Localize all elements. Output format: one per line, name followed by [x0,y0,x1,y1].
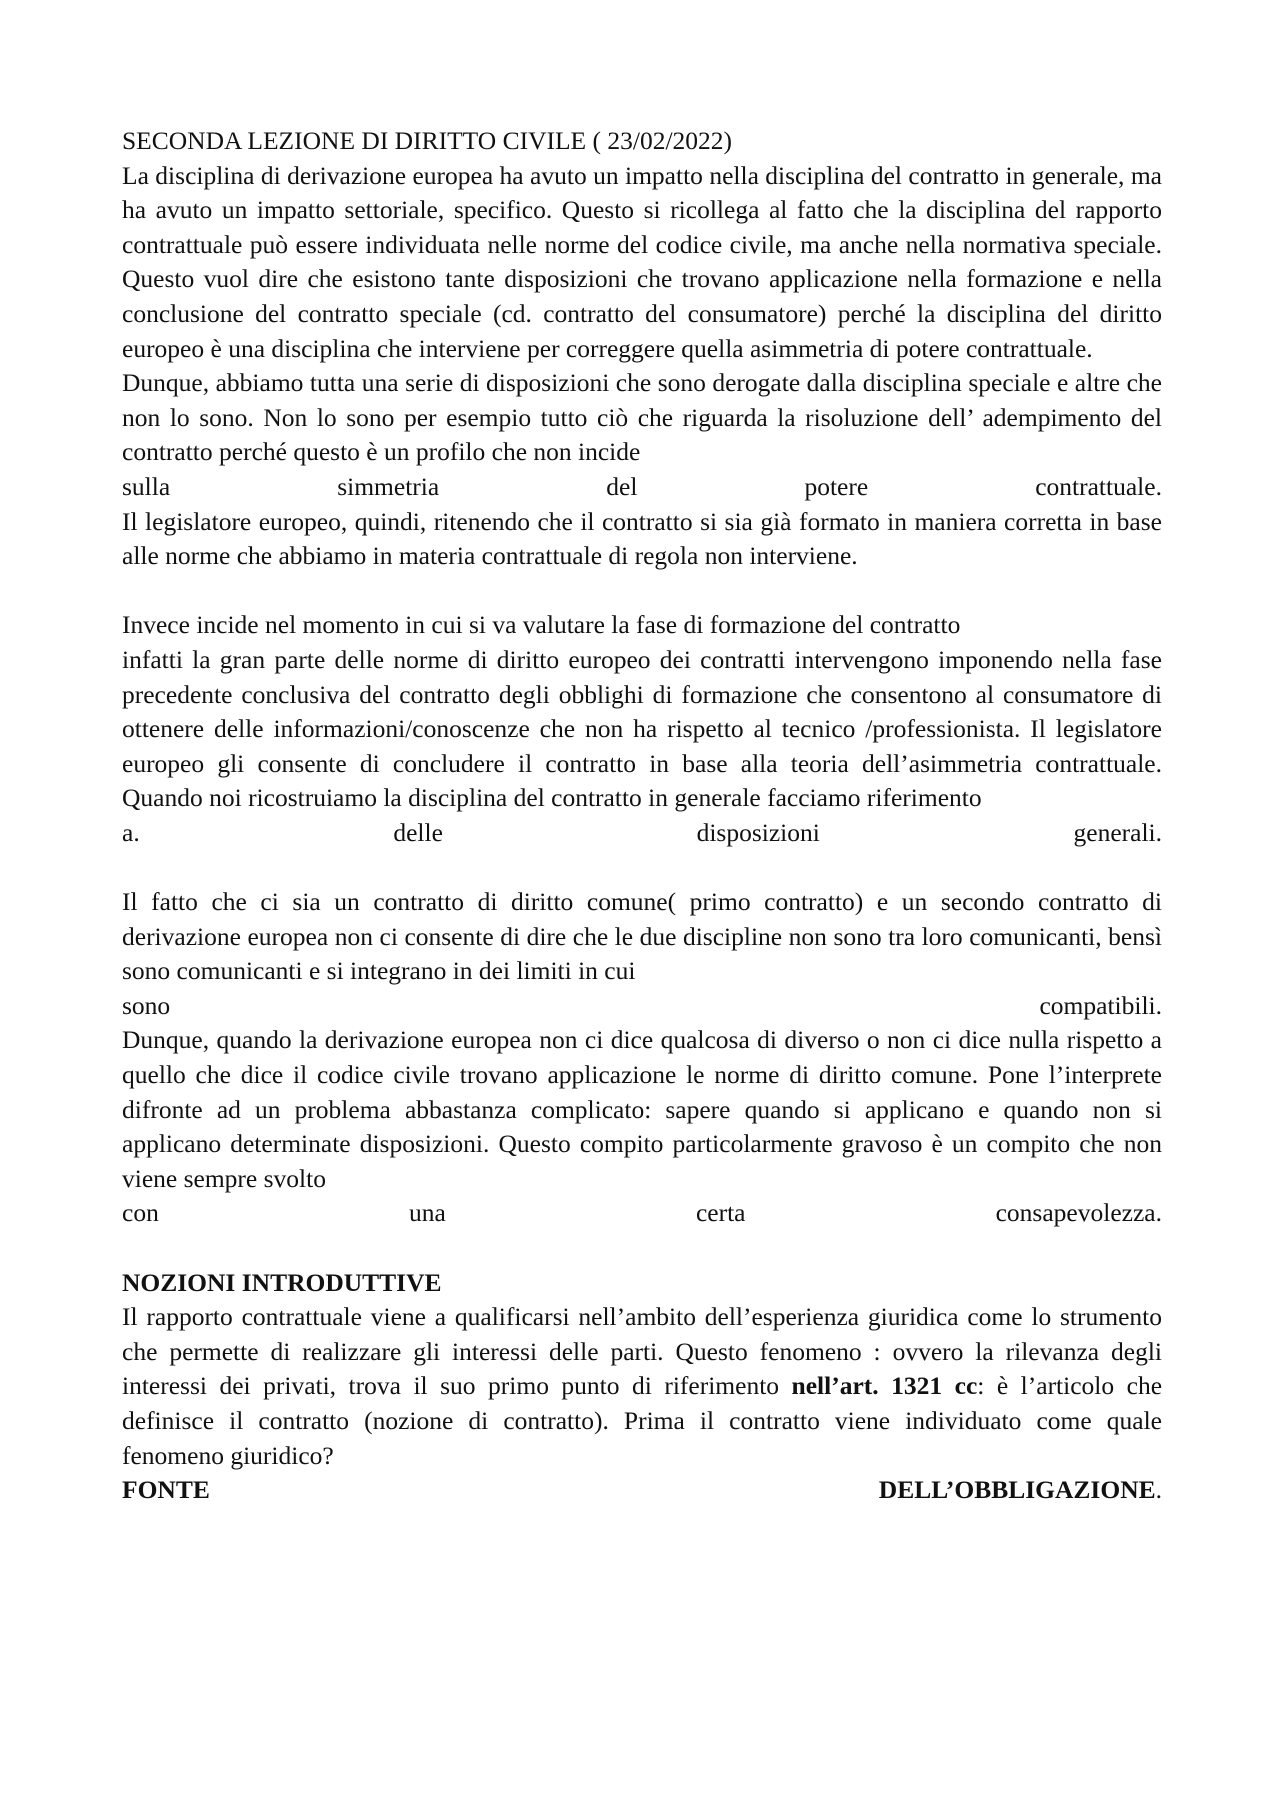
paragraph-7 [122,1300,1162,1473]
word: a. [122,817,140,847]
word: disposizioni [696,817,820,847]
word: simmetria [337,471,440,501]
word-obbligazione-wrap [879,1473,1162,1508]
word: consapevolezza. [995,1198,1162,1228]
blank-line [122,850,1162,885]
paragraph-5: Il fatto che ci sia un contratto di diritto comune( primo contratto) e un secondo contratto di derivazione europea non ci consente di dire che le due discipline non sono tra loro comunicanti, bensì sono comunicanti e si integrano in dei limiti in cui [122,887,1162,986]
paragraph-4-first-line: Invece incide nel momento in cui si va valutare la fase di formazione del contratto [122,610,961,640]
paragraph-7-text-a: Il rapporto contrattuale viene a qualificarsi nell’ambito dell’esperienza giuridica come lo strumento che permette di realizzare gli interessi delle parti. Questo fenomeno : ovvero la rilevanza degli interessi dei privati, trova il suo primo punto di riferimento [122,1302,1162,1401]
paragraph-5-last-line [122,989,1162,1024]
word: compatibili. [1039,990,1162,1020]
word: certa [695,1198,746,1228]
paragraph-1: La disciplina di derivazione europea ha avuto un impatto nella disciplina del contratto in generale, ma ha avuto un impatto settoriale, specifico. Questo si ricollega al fatto che la disciplina del rapporto contrattuale può essere individuata nelle norme del codice civile, ma anche nella normativa speciale. Questo vuol dire che esistono tante disposizioni che trovano applicazione nella formazione e nella conclusione del contratto speciale (cd. contratto del consumatore) perché la disciplina del diritto europeo è una disciplina che interviene per correggere quella asimmetria di potere contrattuale. [122,160,1162,363]
word-obbligazione: DELL’OBBLIGAZIONE [878,1475,1156,1505]
paragraph-6: Dunque, quando la derivazione europea non ci dice qualcosa di diverso o non ci dice nulla rispetto a quello che dice il codice civile trovano applicazione le norme di diritto comune. Pone l’interprete difronte ad un problema abbastanza complicato: sapere quando si applicano e quando non si applicano determinate disposizioni. Questo compito particolarmente gravoso è un compito che non viene sempre svolto [122,1025,1162,1193]
word: sulla [122,471,171,501]
document-title: SECONDA LEZIONE DI DIRITTO CIVILE ( 23/02/2022) [122,126,733,155]
paragraph-7-text-b: : è l’articolo che definisce il contratto (nozione di contratto). Prima il contratto viene individuato come quale fenomeno giuridico? [122,1371,1163,1470]
word: generali. [1073,817,1162,847]
paragraph-2-last-line [122,470,1162,505]
paragraph-4-last-line [122,816,1162,851]
word-fonte: FONTE [122,1475,210,1505]
paragraph-6-last-line [122,1196,1162,1231]
paragraph-2: Dunque, abbiamo tutta una serie di disposizioni che sono derogate dalla disciplina speciale e altre che non lo sono. Non lo sono per esempio tutto ciò che riguarda la risoluzione dell’ adempimento del contratto perché questo è un profilo che non incide [122,368,1162,467]
word: con [122,1198,159,1228]
word: contrattuale. [1035,471,1162,501]
paragraph-7-last-line [122,1473,1162,1508]
word: potere [804,471,869,501]
word: del [606,471,638,501]
word: una [408,1198,446,1228]
word: sono [122,990,171,1020]
blank-line [122,1231,1162,1266]
paragraph-4: infatti la gran parte delle norme di diritto europeo dei contratti intervengono imponendo nella fase precedente conclusiva del contratto degli obblighi di formazione che consentono al consumatore di ottenere delle informazioni/conoscenze che non ha rispetto al tecnico /professionista. Il legislatore europeo gli consente di concludere il contratto in base alla teoria dell’asimmetria contrattuale. Quando noi ricostruiamo la disciplina del contratto in generale facciamo riferimento [122,644,1162,813]
word: delle [393,817,443,847]
article-reference: nell’art. 1321 cc [791,1371,978,1401]
document-page [122,124,1162,1508]
blank-line [122,574,1162,609]
section-heading: NOZIONI INTRODUTTIVE [122,1267,442,1297]
period: . [1155,1475,1162,1505]
paragraph-3: Il legislatore europeo, quindi, ritenendo che il contratto si sia già formato in maniera corretta in base alle norme che abbiamo in materia contrattuale di regola non interviene. [122,506,1162,571]
